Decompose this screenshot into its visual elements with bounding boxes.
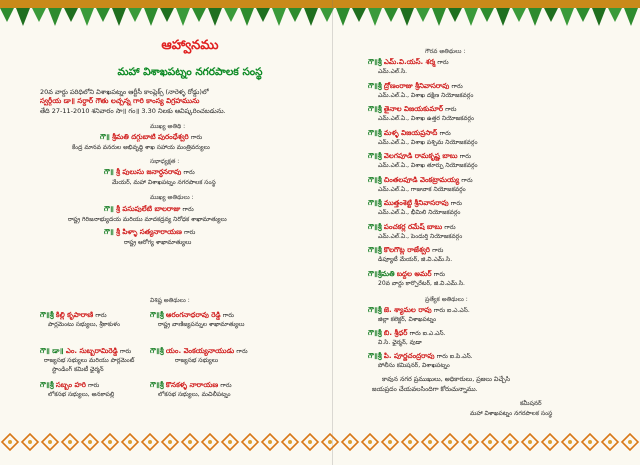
kolam-dot [348,440,352,444]
garland-leaf [432,8,446,26]
garland-leaf [560,8,574,26]
kolam-dot [108,440,112,444]
garland-leaf [416,8,430,22]
garland-leaf [160,8,174,22]
honor-guest-10-desc: 20వ వార్డు కార్పొరేటర్, జి.వి.ఎమ్.సి. [378,279,465,287]
kolam-dot [248,440,252,444]
special-guest-3-desc-2: స్టాండింగ్ కమిటీ ఛైర్మన్ [52,366,104,373]
honor-guest-4-name: గౌ॥శ్రీ మళ్ళ విజయప్రసాద్ గారు [368,128,451,137]
garland-leaf [176,8,190,26]
special-guests-label: విశిష్ట అతిథులు : [150,297,190,304]
garland-leaf [224,8,238,22]
special-guest-1: గౌ॥శ్రీ కిల్లి కృపారాణి గారు [40,311,107,319]
honor-guest-10-name: గౌ॥శ్రీమతి బద్దల అమర్ గారు [368,269,445,278]
special-guest-6-desc: లోకసభ సభ్యులు, మచిలీపట్నం [158,391,231,398]
special-guest-2-desc: రాష్ట్ర వాణిజ్యపన్నుల శాఖామాత్యులు [158,321,245,328]
kolam-dot [488,440,492,444]
special-guest-4: గౌ॥శ్రీ యం. వెంకయ్యనాయుడు గారు [150,347,248,355]
honor-guest-5-desc: ఎమ్.ఎల్.ఏ., విశాఖ తూర్పు నియోజకవర్గం [378,162,478,169]
special-guest-5: గౌ॥శ్రీ సబ్బం హరి గారు [40,381,100,389]
kolam-dot [568,440,572,444]
garland-leaf [288,8,302,22]
closing-line-2: జయప్రదం చేయవలసిందిగా కోరుచున్నాము. [372,386,478,393]
kolam-dot [48,440,52,444]
kolam-dot [468,440,472,444]
invitation-title: ఆహ్వానము [161,38,219,53]
honor-guest-1-name: గౌ॥శ్రీ ఎమ్.వి.యస్. శర్మ గారు [368,58,449,66]
kolam-dot [188,440,192,444]
honor-guest-2-desc: ఎమ్.ఎల్.ఏ., విశాఖ దక్షిణ నియోజకవర్గం [378,91,474,99]
kolam-dot [508,440,512,444]
garland-leaf [192,8,206,22]
garland-leaf [544,8,558,22]
organization-name: మహా విశాఖపట్నం నగరపాలక సంస్థ [117,66,263,78]
chief-guest-desc: కేంద్ర మానవ వనరుల అభివృద్ధి శాఖ సహాయ మంత్రివర్యులు [72,144,210,151]
kolam-dot [8,440,12,444]
honor-guests-label: గౌరవ అతిథులు : [425,48,466,55]
intro-line-2: స్వర్గీయ డా॥ సర్దార్ గౌతు లచ్చన్న గారి కాంస్య విగ్రహమును [40,97,200,105]
kolam-dot [308,440,312,444]
special-guest-3: గౌ॥ డా॥ ఎం. సుబ్బరామిరెడ్డి గారు [40,347,132,355]
garland-leaf [608,8,622,22]
kolam-dot [528,440,532,444]
garland-leaf [128,8,142,22]
garland-leaf [272,8,286,26]
garland-leaf [368,8,382,26]
kolam-dot [68,440,72,444]
main-guest-2-desc: రాష్ట్ర ఆరోగ్య శాఖామాత్యులు [124,239,192,246]
kolam-dot [128,440,132,444]
closing-line-1: కావున నగర ప్రముఖులు, అధికారులు, ప్రజలు విచ్చేసి [382,376,511,383]
special-guest-6: గౌ॥శ్రీ కొనకళ్ళ నారాయణ గారు [150,381,232,389]
main-guest-1-name: గౌ॥ శ్రీ పసుపులేటి బాలరాజు గారు [104,205,194,213]
special-invitee-3-name: గౌ॥శ్రీ పి. పూర్ణచంద్రరావు గారు ఐ.పి.ఎస్. [368,352,473,360]
garland-leaf [144,8,158,26]
kolam-dot [588,440,592,444]
main-guest-2-name: గౌ॥ శ్రీ పిళ్ళా సత్యనారాయణ గారు [104,228,196,236]
garland-leaf [336,8,350,26]
chief-guest-name: గౌ॥ శ్రీమతి దగ్గుబాటి పురంధేశ్వరి గారు [100,133,203,141]
garland-leaf [16,8,30,26]
signature-title: కమీషనర్ [520,400,542,407]
kolam-dot [88,440,92,444]
kolam-dot [628,440,632,444]
kolam-dot [548,440,552,444]
special-guest-1-desc: పార్లమెంటు సభ్యులు, శ్రీకాకుళం [48,321,121,328]
honor-guest-9-name: గౌ॥శ్రీ కొలగొట్ల రాజేశ్వరి గారు [368,246,444,254]
special-invitee-3-desc: పోలీసు కమిషనర్, విశాఖపట్నం [378,362,450,369]
special-invitee-2-name: గౌ॥శ్రీ బి. శ్రీధర్ గారు ఐ.ఎ.ఎస్. [368,329,446,337]
garland-leaf [112,8,126,26]
special-invitee-1-name: గౌ॥శ్రీ జె. శ్యామల రావు గారు ఐ.ఎ.ఎస్. [368,306,470,314]
special-guest-3-desc-1: రాజ్యసభ సభ్యులు మరియు పార్లమెంట్ [44,357,135,364]
garland-decoration [0,0,640,40]
special-guest-5-desc: లోకసభ సభ్యులు, అనకాపల్లి [48,391,115,398]
honor-guest-8-name: గౌ॥శ్రీ పంచకర్ల రమేష్ బాబు గారు [368,222,456,231]
honor-guest-3-desc: ఎమ్.ఎల్.ఏ., విశాఖ ఉత్తర నియోజకవర్గం [378,115,475,122]
honor-guest-1-desc: ఎమ్.ఎల్.సి. [378,68,408,75]
special-invitees-label: ప్రత్యేక అతిథులు : [425,296,468,303]
garland-leaf [352,8,366,22]
garland-leaf [64,8,78,22]
garland-leaf [576,8,590,22]
garland-leaf [528,8,542,26]
garland-leaf [304,8,318,26]
garland-leaf [240,8,254,26]
garland-leaf [464,8,478,26]
honor-guest-6-name: గౌ॥శ్రీ చింతలపూడి వెంకట్రామయ్య గారు [368,175,473,184]
kolam-dot [448,440,452,444]
kolam-dot [168,440,172,444]
garland-leaf [400,8,414,26]
kolam-dot [608,440,612,444]
kolam-dot [328,440,332,444]
garland-leaf [48,8,62,26]
garland-leaf [80,8,94,26]
garland-leaf [384,8,398,22]
main-guest-1-desc: రాష్ట్ర గిరిజనాభ్యుదయ మరియు మాదకద్రవ్య నిరోధక శాఖామాత్యులు [68,216,227,223]
special-guest-2: గౌ॥శ్రీ ఆరంగనాధరావు రెడ్డి గారు [150,311,235,319]
kolam-dot [388,440,392,444]
president-desc: మేయర్, మహా విశాఖపట్నం నగరపాలక సంస్థ [112,179,216,186]
special-guest-4-desc: రాజ్యసభ సభ్యులు [175,357,219,364]
honor-guest-9-desc: డిప్యూటీ మేయర్, జి.వి.ఎమ్.సి. [378,256,453,263]
kolam-dot [148,440,152,444]
president-name: గౌ॥ శ్రీ పులుసు జనార్ధనరావు గారు [104,168,195,176]
special-invitee-2-desc: వి.సి. ఛైర్మన్, వుడా [378,339,422,346]
garland-leaf [624,8,638,26]
fold-line [332,0,333,465]
garland-leaf [592,8,606,26]
kolam-dot [228,440,232,444]
honor-guest-2-name: గౌ॥శ్రీ ద్రోణంరాజు శ్రీనివాసరావు గారు [368,81,463,90]
garland-leaf [96,8,110,22]
garland-leaf [0,8,14,22]
president-label: సభాధ్యక్షత : [150,158,180,165]
garland-leaf [32,8,46,22]
garland-leaf [496,8,510,26]
signature-org: మహా విశాఖపట్నం నగరపాలక సంస్థ [470,410,553,417]
intro-line-1: 20వ వార్డు పరిధిలోని విశాఖపట్నం ఆర్టీసీ కాంప్లెక్స్ (నారెళ్ళ రోడ్డు)లో [40,88,209,96]
kolam-dot [208,440,212,444]
honor-guest-6-desc: ఎమ్.ఎల్.ఏ., గాజువాక నియోజకవర్గం [378,185,466,193]
intro-line-3: తేది 27-11-2010 శనివారం సా॥ గం॥ 3.30 నిలకు ఆవిష్కరించబడును. [40,107,226,115]
chief-guest-label: ముఖ్య అతిథి : [150,123,186,130]
main-guests-label: ముఖ్య అతిథులు : [150,194,194,201]
kolam-dot [408,440,412,444]
kolam-dot [268,440,272,444]
kolam-dot [368,440,372,444]
special-invitee-1-desc: జిల్లా కలెక్టర్, విశాఖపట్నం [378,316,437,323]
garland-leaf [256,8,270,22]
honor-guest-8-desc: ఎమ్.ఎల్.ఏ., పెందుర్తి నియోజకవర్గం [378,232,463,240]
garland-leaf [208,8,222,26]
garland-leaf [480,8,494,22]
kolam-dot [288,440,292,444]
kolam-dot [428,440,432,444]
honor-guest-4-desc: ఎమ్.ఎల్.ఏ., విశాఖ పశ్చిమ నియోజకవర్గం [378,138,478,146]
honor-guest-7-name: గౌ॥శ్రీ ముత్తంశెట్టి శ్రీనివాసరావు గారు [368,199,462,207]
garland-leaf [448,8,462,22]
kolam-dot [28,440,32,444]
honor-guest-5-name: గౌ॥శ్రీ వెలగపూడి రామకృష్ణ బాబు గారు [368,152,471,160]
garland-leaf [512,8,526,22]
honor-guest-7-desc: ఎమ్.ఎల్.ఏ., భీమిలి నియోజకవర్గం [378,209,461,216]
bottom-border-decoration [0,432,640,452]
honor-guest-3-name: గౌ॥శ్రీ తైనాల విజయకుమార్ గారు [368,105,457,113]
